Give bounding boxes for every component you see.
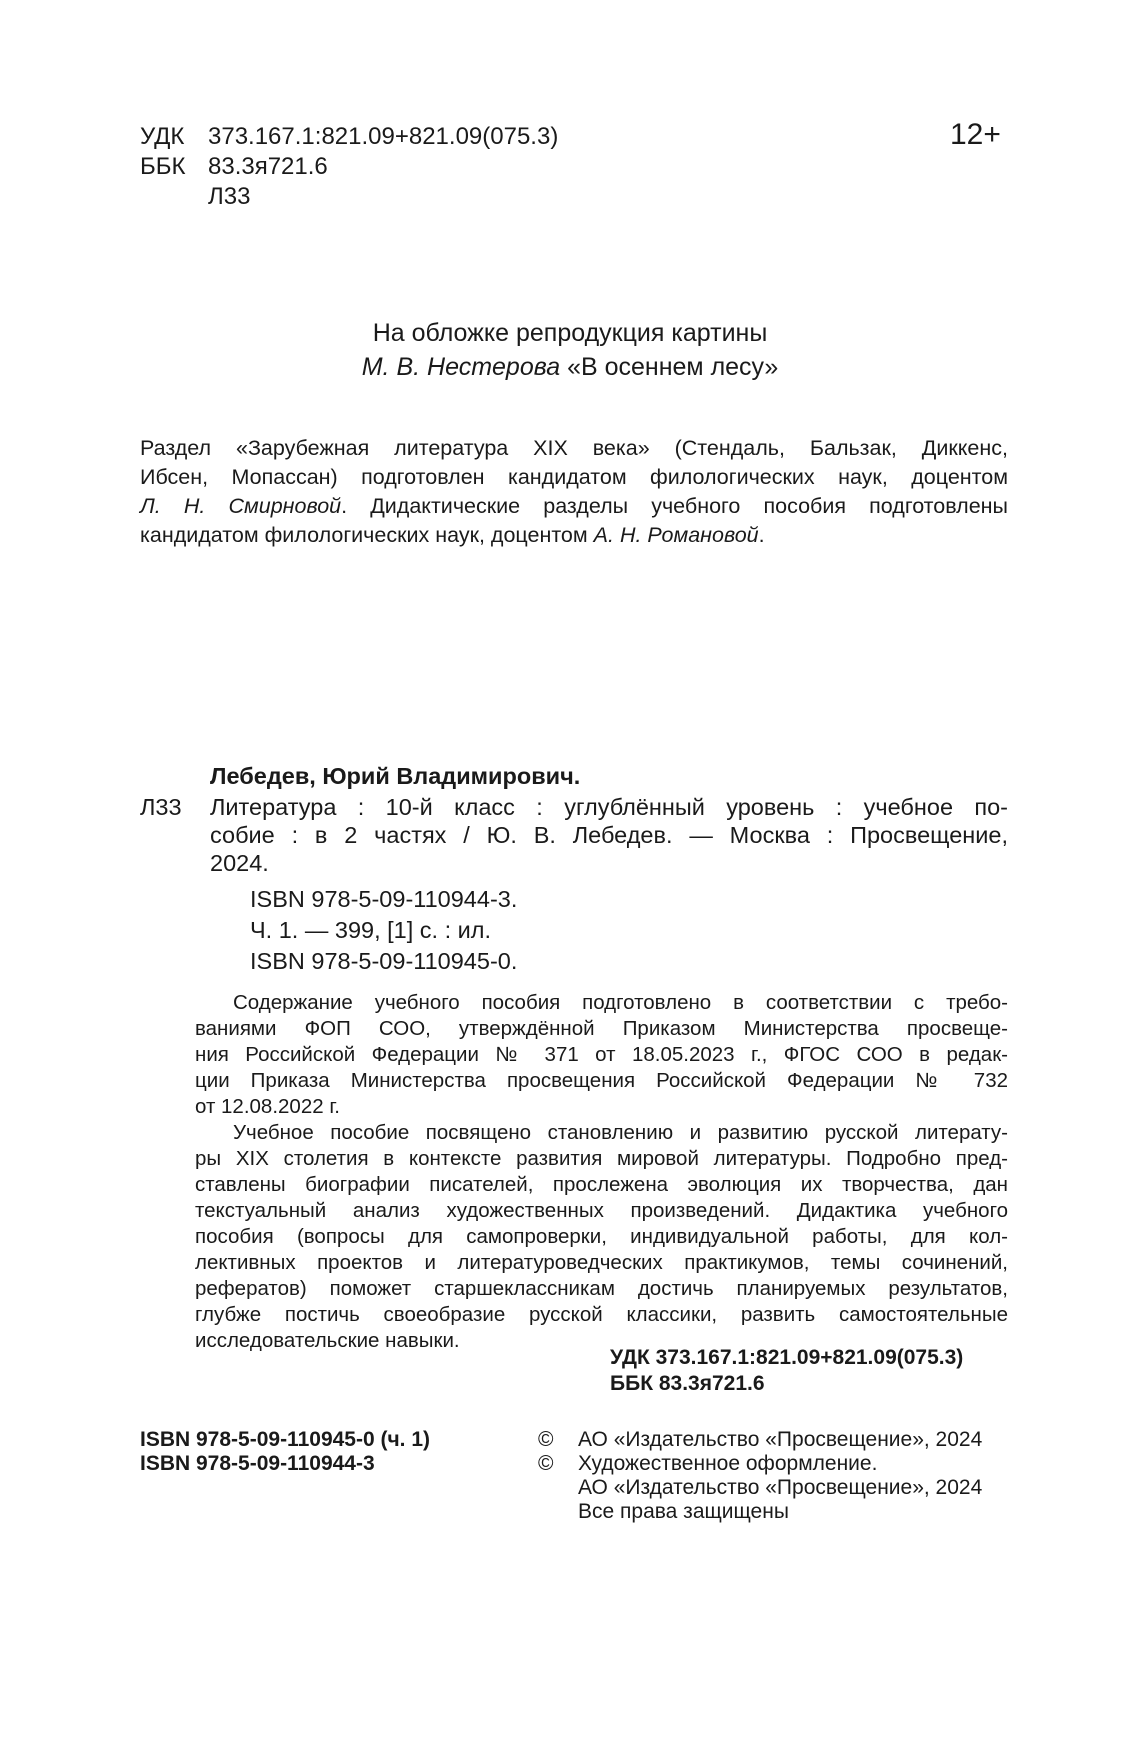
annotation-line: рефератов) поможет старшеклассникам достичь планируемых результатов,	[195, 1277, 1008, 1300]
udk-label: УДК	[140, 123, 185, 150]
biblio-isbn-block	[250, 884, 517, 977]
header-udk	[140, 122, 558, 152]
annotation-line: лективных проектов и литературоведческих практикумов, темы сочинений,	[195, 1251, 1008, 1274]
copyright-row1	[538, 1428, 982, 1452]
annotation-line: ры XIX столетия в контексте развития мировой литературы. Подробно пред-	[195, 1147, 1008, 1170]
copyright-line2: Художественное оформление.	[578, 1452, 878, 1475]
cover-note	[270, 316, 870, 384]
annotation-line: глубже постичь своеобразие русской классики, развить самостоятельные	[195, 1303, 1008, 1326]
copyright-line4: Все права защищены	[578, 1500, 789, 1523]
copyright-block	[538, 1428, 982, 1524]
age-rating: 12+	[950, 118, 1001, 151]
classification-udk: УДК 373.167.1:821.09+821.09(075.3)	[610, 1346, 964, 1369]
credits-line1: Раздел «Зарубежная литература XIX века» (Стендаль, Бальзак, Диккенс,	[140, 436, 1008, 460]
biblio-author-heading: Лебедев, Юрий Владимирович.	[210, 763, 581, 789]
credits-author-romanova: А. Н. Романовой	[593, 523, 759, 547]
annotation	[195, 990, 1008, 1354]
annotation-line: ции Приказа Министерства просвещения Российской Федерации № 732	[195, 1069, 1008, 1092]
biblio-mark: Л33	[140, 794, 182, 820]
annotation-line: от 12.08.2022 г.	[195, 1095, 341, 1118]
udk-value: 373.167.1:821.09+821.09(075.3)	[208, 123, 559, 150]
annotation-para2	[195, 1120, 1008, 1354]
biblio-isbn-part: ISBN 978-5-09-110945-0.	[250, 948, 518, 974]
credits-line2: Ибсен, Мопассан) подготовлен кандидатом филологических наук, доцентом	[140, 465, 1008, 489]
credits-line4-start: кандидатом филологических наук, доцентом	[140, 523, 594, 547]
biblio-title-line1: Литература : 10-й класс : углублённый уровень : учебное по-	[210, 794, 1008, 820]
classification-codes	[610, 1345, 963, 1397]
isbn-footer	[140, 1428, 430, 1476]
copyright-row4	[538, 1500, 982, 1524]
credits-line3-rest: . Дидактические разделы учебного пособия подготовлены	[341, 494, 1008, 518]
biblio-title	[210, 793, 1008, 877]
copyright-row2	[538, 1452, 982, 1476]
header-bbk	[140, 152, 328, 182]
annotation-line: исследовательские навыки.	[195, 1329, 460, 1352]
annotation-para1	[195, 990, 1008, 1120]
cover-painting-title: «В осеннем лесу»	[560, 353, 779, 381]
biblio-title-line3: 2024.	[210, 850, 269, 876]
cover-note-line2	[270, 350, 870, 384]
copyright-symbol-1: ©	[538, 1428, 554, 1451]
author-mark-text: Л33	[208, 183, 251, 210]
credits-line4-end: .	[758, 523, 765, 547]
annotation-line: ваниями ФОП СОО, утверждённой Приказом Министерства просвеще-	[195, 1017, 1008, 1040]
copyright-line1: АО «Издательство «Просвещение», 2024	[578, 1428, 983, 1451]
bbk-label: ББК	[140, 153, 186, 180]
credits	[140, 434, 1008, 550]
bbk-value: 83.3я721.6	[208, 153, 328, 180]
biblio-part: Ч. 1. — 399, [1] с. : ил.	[250, 917, 492, 943]
credits-line4	[140, 521, 1008, 550]
annotation-line: Учебное пособие посвящено становлению и развитию русской литерату-	[233, 1121, 1008, 1144]
isbn-footer-line2: ISBN 978-5-09-110944-3	[140, 1452, 375, 1475]
credits-line3	[140, 492, 1008, 521]
annotation-line: пособия (вопросы для самопроверки, индивидуальной работы, для кол-	[195, 1225, 1008, 1248]
copyright-symbol-2: ©	[538, 1452, 554, 1475]
credits-author-smirnova: Л. Н. Смирновой	[140, 494, 342, 518]
classification-bbk: ББК 83.3я721.6	[610, 1372, 765, 1395]
copyright-row3	[538, 1476, 982, 1500]
cover-note-line1: На обложке репродукция картины	[372, 319, 768, 347]
annotation-line: ставлены биографии писателей, прослежена эволюция их творчества, дан	[195, 1173, 1008, 1196]
annotation-line: ния Российской Федерации № 371 от 18.05.2023 г., ФГОС СОО в редак-	[195, 1043, 1008, 1066]
cover-painter: М. В. Нестерова	[361, 353, 561, 381]
biblio-isbn-full: ISBN 978-5-09-110944-3.	[250, 886, 518, 912]
annotation-line: Содержание учебного пособия подготовлено в соответствии с требо-	[233, 991, 1008, 1014]
biblio-title-line2: собие : в 2 частях / Ю. В. Лебедев. — Москва : Просвещение,	[210, 822, 1008, 848]
isbn-footer-line1: ISBN 978-5-09-110945-0 (ч. 1)	[140, 1428, 431, 1451]
copyright-line3: АО «Издательство «Просвещение», 2024	[578, 1476, 983, 1499]
author-mark	[208, 182, 250, 212]
annotation-line: текстуальный анализ художественных произведений. Дидактика учебного	[195, 1199, 1008, 1222]
